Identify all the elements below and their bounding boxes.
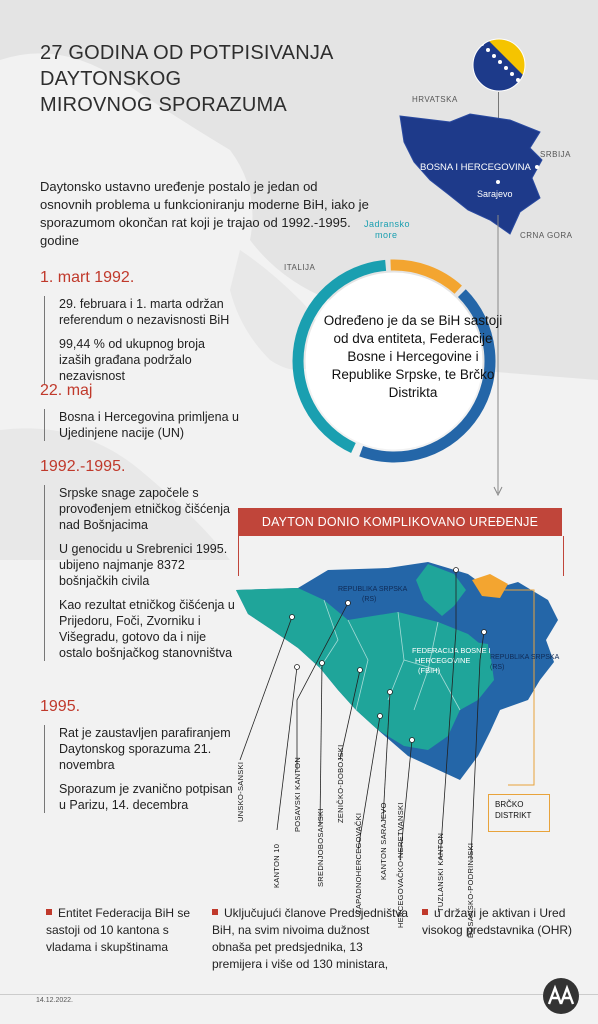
page-title [40, 40, 370, 118]
timeline-1992 [40, 268, 240, 392]
footer-divider [0, 994, 598, 995]
timeline-event: U genocidu u Srebrenici 1995. ubijeno najmanje 8372 bošnjačkih civila [59, 542, 228, 588]
label-hrvatska: HRVATSKA [412, 95, 458, 104]
title-line: MIROVNOG SPORAZUMA [40, 94, 287, 116]
label-rs-top-abbr: (RS) [362, 596, 377, 603]
timeline-events [44, 296, 240, 384]
bih-top-map [390, 108, 560, 238]
canton-label: POSAVSKI KANTON [293, 756, 302, 832]
title-line: 27 GODINA OD POTPISIVANJA [40, 42, 334, 64]
label-fbih-3: (FBIH) [418, 666, 441, 675]
label-bih: BOSNA I HERCEGOVINA [420, 162, 531, 173]
canton-label: BOSANSKO-PODRINJSKI [466, 842, 475, 938]
sarajevo-dot [496, 180, 500, 184]
timeline-event: Sporazum je zvanično potpisan u Parizu, 14. decembra [59, 782, 233, 812]
label-crna-gora: CRNA GORA [520, 231, 573, 240]
brcko-label-box [488, 794, 550, 832]
label-italija: ITALIJA [284, 263, 316, 272]
bullet-square-icon [422, 909, 428, 915]
canton-label: HERCEGOVAČKO-NERETVANSKI [396, 802, 405, 928]
label-rs-right: REPUBLIKA SRPSKA [490, 654, 560, 661]
fact-item [212, 905, 412, 973]
bih-flag-icon [472, 38, 526, 92]
brcko-label-line: BRČKO [495, 800, 524, 809]
canton-label: ZAPADNOHERCEGOVAČKI [354, 812, 363, 914]
canton-label: SREDNJOBOSANSKI [316, 808, 325, 887]
bullet-square-icon [212, 909, 218, 915]
canton-label: UNSKO-SANSKI [236, 761, 245, 822]
label-more: more [375, 230, 398, 240]
timeline-date: 1992.-1995. [40, 458, 126, 475]
label-bih-dot [535, 165, 539, 169]
bullet-square-icon [46, 909, 52, 915]
timeline-event: 29. februara i 1. marta održan referendum o nezavisnosti BiH [59, 297, 230, 327]
timeline-event: Bosna i Hercegovina primljena u Ujedinjene nacije (UN) [59, 410, 239, 440]
timeline-event: Srpske snage započele s provođenjem etničkog čišćenja nad Bošnjacima [59, 486, 230, 532]
title-line: DAYTONSKOG [40, 68, 182, 90]
brcko-label-line: DISTRIKT [495, 811, 532, 820]
timeline-event: Kao rezultat etničkog čišćenja u Prijedoru, Foči, Zvorniku i Višegradu, gotovo da i nije ostalo bošnjačkog stanovništva [59, 598, 235, 660]
label-fbih-1: FEDERACIJA BOSNE I [412, 646, 491, 655]
footer-date: 14.12.2022. [36, 997, 73, 1004]
timeline-event: Rat je zaustavljen parafiranjem Daytonskog sporazuma 21. novembra [59, 726, 231, 772]
canton-label: KANTON 10 [272, 843, 281, 888]
label-rs-top: REPUBLIKA SRPSKA [338, 586, 408, 593]
timeline-date: 1995. [40, 698, 81, 715]
fact-text: u državi je aktivan i Ured visokog predstavnika (OHR) [422, 906, 573, 937]
timeline-date: 22. maj [40, 382, 93, 399]
timeline-date: 1. mart 1992. [40, 269, 135, 286]
canton-label: KANTON SARAJEVO [379, 802, 388, 880]
timeline-events [44, 409, 240, 441]
canton-label: TUZLANSKI KANTON [436, 832, 445, 912]
section-banner: DAYTON DONIO KOMPLIKOVANO UREĐENJE [238, 508, 562, 536]
label-sarajevo: Sarajevo [477, 189, 513, 199]
circle-text: Određeno je da se BiH sastoji od dva entiteta, Federacije Bosne i Hercegovine i Republike Srpske, te Brčko Distrikta [323, 313, 503, 400]
timeline-event: 99,44 % od ukupnog broja izaših građana podržalo nezavisnost [59, 337, 205, 383]
aa-logo-icon [541, 976, 581, 1016]
canton-label: ZENIČKO-DOBOJSKI [336, 744, 345, 823]
label-jadransko: Jadransko [364, 219, 411, 229]
fact-text: Uključujući članove Predsjedništva BiH, na svim nivoima dužnost obnaša pet predsjednika, 13 premijera i više od 130 ministara, [212, 906, 409, 971]
fact-text: Entitet Federacija BiH se sastoji od 10 kantona s vladama i skupštinama [46, 906, 191, 954]
label-rs-right-abbr: (RS) [490, 664, 505, 671]
intro-text: Daytonsko ustavno uređenje postalo je jedan od osnovnih problema u funkcioniranju moderne BiH, iako je sporazumom okončan rat koji je trajao od 1992.-1995. godine [40, 179, 369, 248]
timeline-22-maj [40, 381, 240, 449]
label-srbija: SRBIJA [540, 150, 572, 159]
fact-item [46, 905, 201, 956]
fact-item [422, 905, 580, 939]
label-fbih-2: HERCEGOVINE [415, 656, 471, 665]
